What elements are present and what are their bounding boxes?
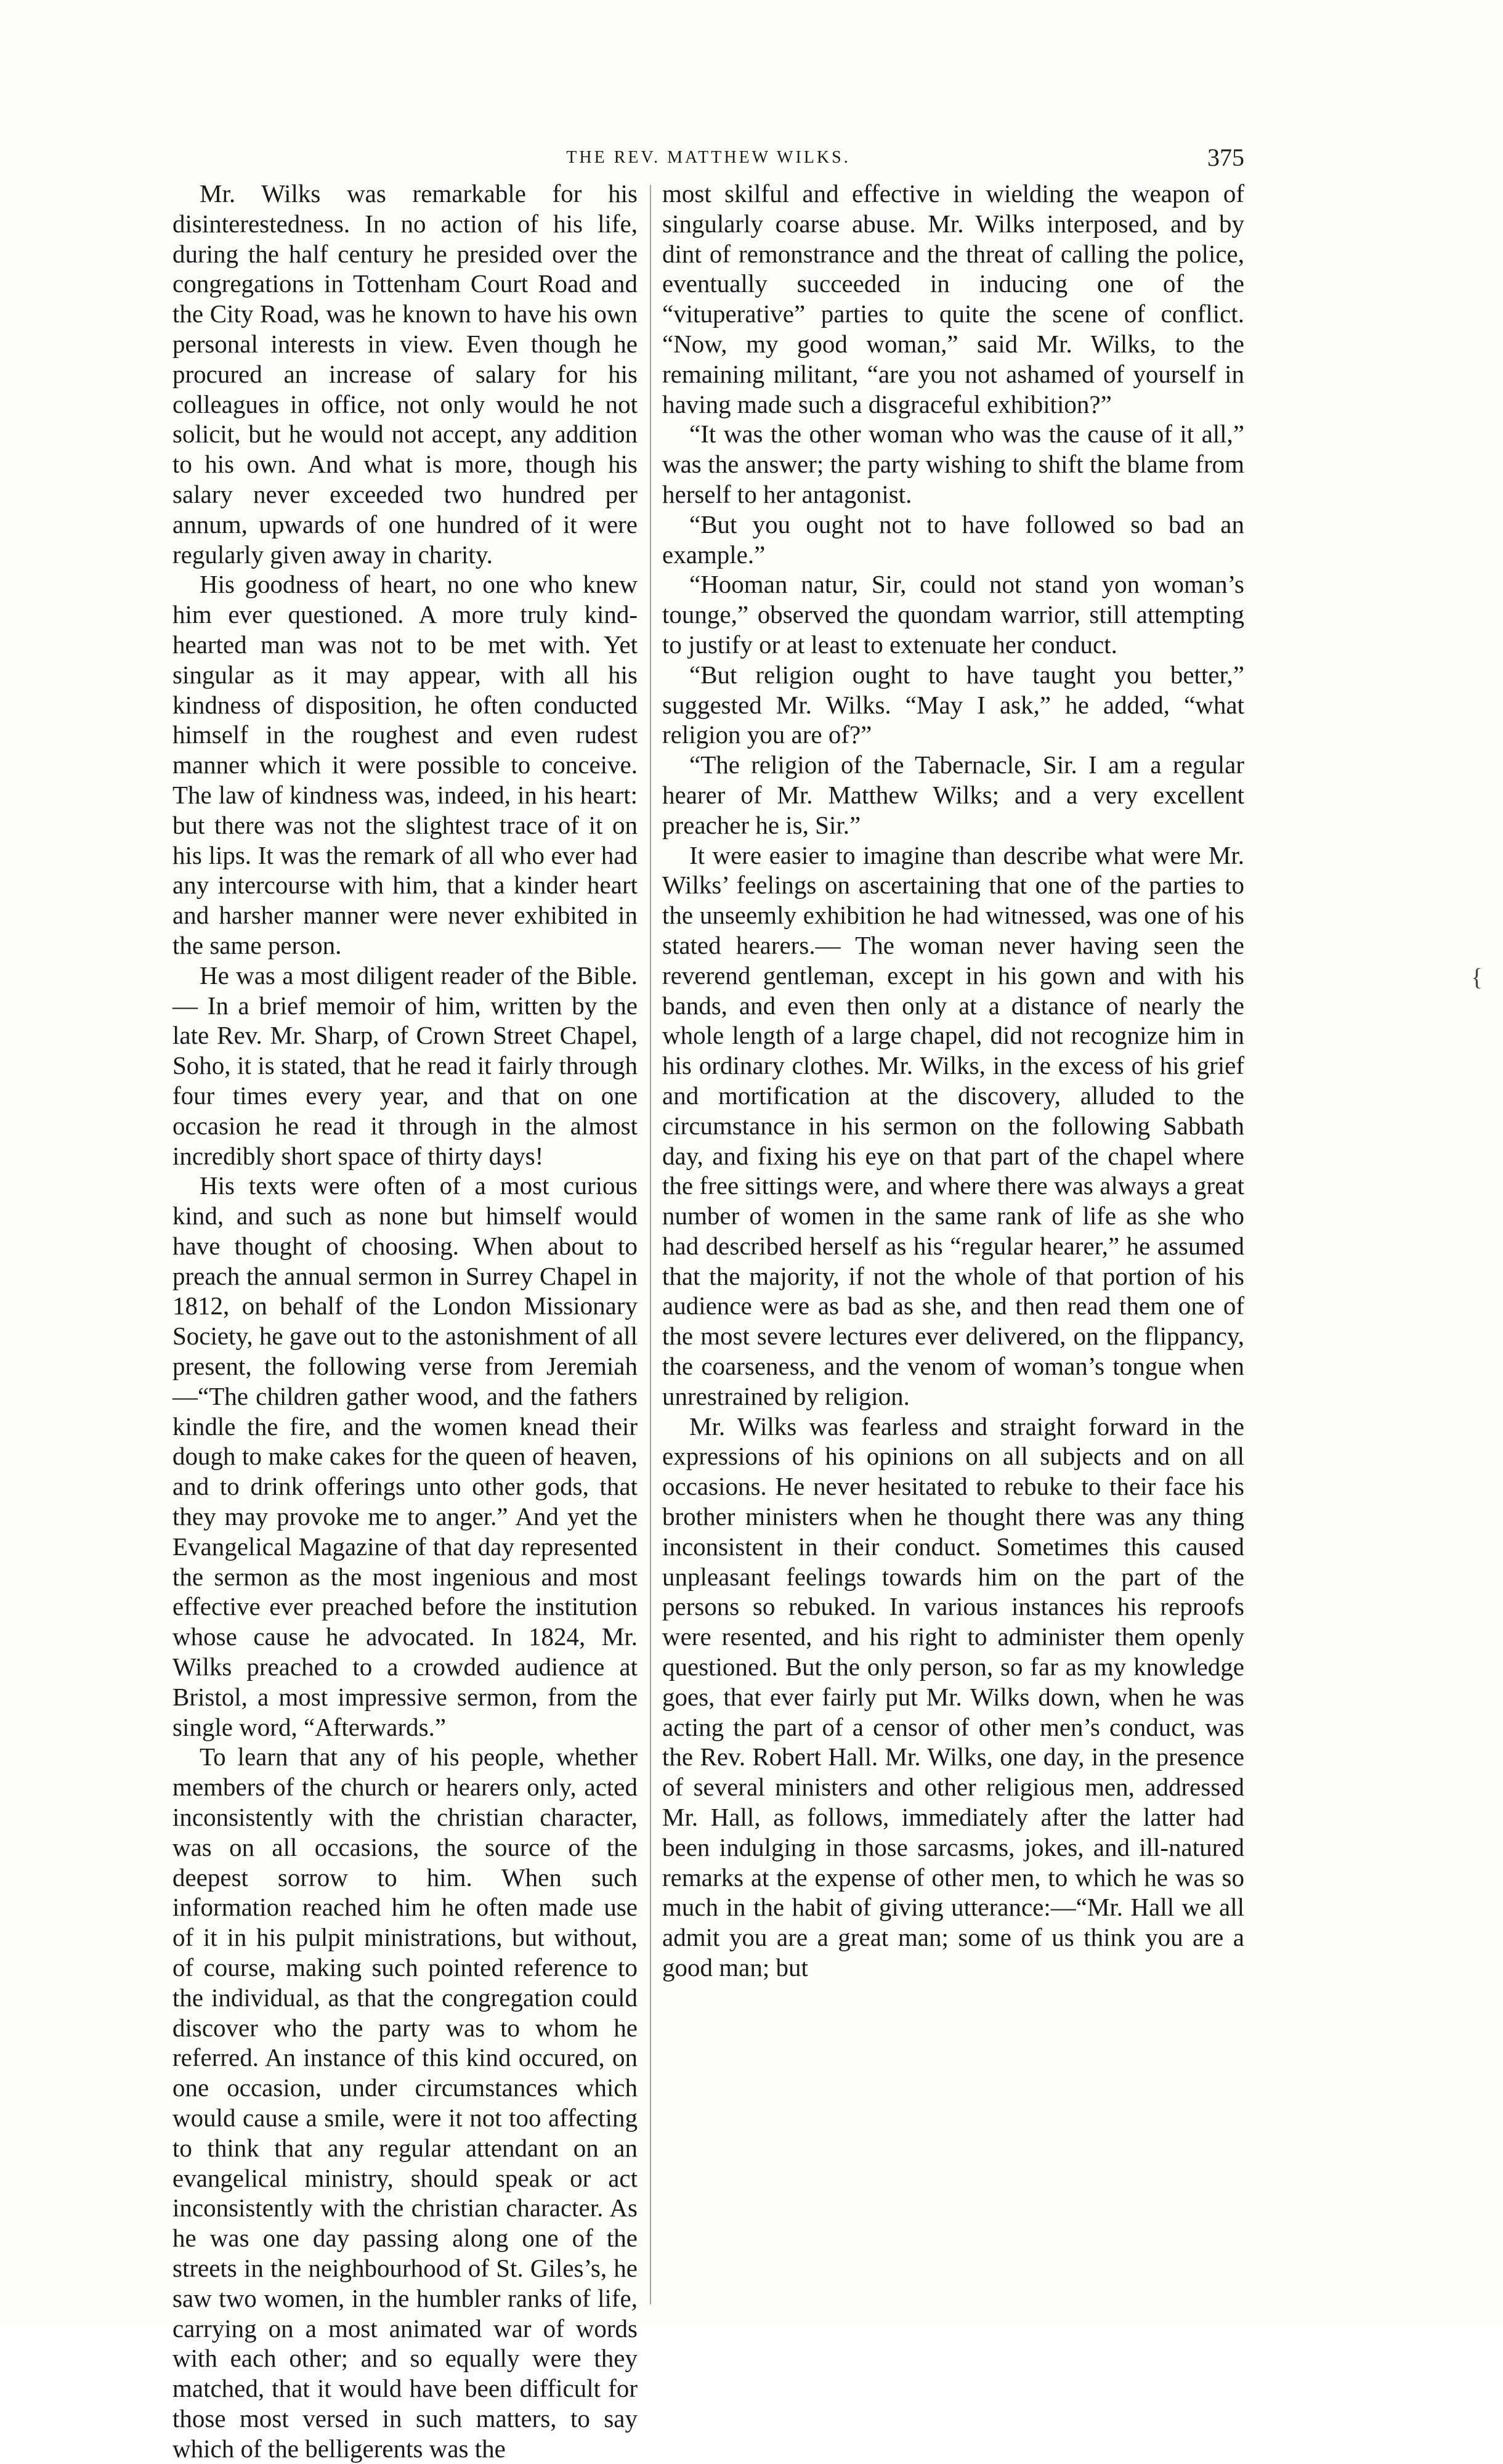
paragraph-bible-reader: He was a most diligent reader of the Bible.— In a brief memoir of him, written by the late Rev. Mr. Sharp, of Crown Street Chapel, Soho, it is stated, that he read it fairly through four times every year, and that on one occasion he read it through in the almost incredibly short space of thirty days! [172,961,638,1170]
paragraph-fearless: Mr. Wilks was fearless and straight forward in the expressions of his opinions on all subjects and on all occasions. He never hesitated to rebuke to their face his brother ministers when he thought there was any thing inconsistent in their conduct. Sometimes this caused unpleasant feelings towards him on the part of the persons so rebuked. In various instances his reproofs were resented, and his right to administer them openly questioned. But the only person, so far as my knowledge goes, that ever fairly put Mr. Wilks down, when he was acting the part of a censor of other men’s conduct, was the Rev. Robert Hall. Mr. Wilks, one day, in the presence of several ministers and other religious men, addressed Mr. Hall, as follows, immediately after the latter had been indulging in those sarcasms, jokes, and ill-natured remarks at the expense of other men, to which he was so much in the habit of giving utterance:—“Mr. Hall we all admit you are a great man; some of us think you are a good man; but [662,1412,1244,1982]
paragraph-tabernacle: “The religion of the Tabernacle, Sir. I am a regular hearer of Mr. Matthew Wilks; and a very excellent preacher he is, Sir.” [662,750,1244,839]
paragraph-continuation: most skilful and effective in wielding the weapon of singularly coarse abuse. Mr. Wilks interposed, and by dint of remonstrance and the threat of calling the police, eventually succeeded in inducing one of the “vituperative” parties to quite the scene of conflict. “Now, my good woman,” said Mr. Wilks, to the remaining militant, “are you not ashamed of yourself in having made such a disgraceful exhibition?” [662,179,1244,418]
paragraph-hooman-natur: “Hooman natur, Sir, could not stand yon woman’s tounge,” observed the quondam warrior, still attempting to justify or at least to extenuate her conduct. [662,570,1244,659]
running-head [172,144,1244,173]
page-number: 375 [1207,144,1244,171]
paragraph-feelings: It were easier to imagine than describe what were Mr. Wilks’ feelings on ascertaining that one of the parties to the unseemly exhibition he had witnessed, was one of his stated hearers.— The woman never having seen the reverend gentleman, except in his gown and with his bands, and even then only at a distance of nearly the whole length of a large chapel, did not recognize him in his ordinary clothes. Mr. Wilks, in the excess of his grief and mortification at the discovery, alluded to the circumstance in his sermon on the following Sabbath day, and fixing his eye on that part of the chapel where the free sittings were, and where there was always a great number of women in the same rank of life as she who had described herself as his “regular hearer,” he assumed that the majority, if not the whole of that portion of his audience were as bad as she, and then read them one of the most severe lectures ever delivered, on the flippancy, the coarseness, and the venom of woman’s tongue when unrestrained by religion. [662,840,1244,1410]
paragraph-answer: “It was the other woman who was the cause of it all,” was the answer; the party wishing to shift the blame from herself to her antagonist. [662,420,1244,508]
paragraph-texts: His texts were often of a most curious kind, and such as none but himself would have thought of choosing. When about to preach the annual sermon in Surrey Chapel in 1812, on behalf of the London Missionary Society, he gave out to the astonishment of all present, the following verse from Jeremiah—“The children gather wood, and the fathers kindle the fire, and the women knead their dough to make cakes for the queen of heaven, and to drink offerings unto other gods, that they may provoke me to anger.” And yet the Evangelical Magazine of that day represented the sermon as the most ingenious and most effective ever preached before the institution whose cause he advocated. In 1824, Mr. Wilks preached to a crowded audience at Bristol, a most impressive sermon, from the single word, “Afterwards.” [172,1171,638,1741]
paragraph-disinterestedness: Mr. Wilks was remarkable for his disinterestedness. In no action of his life, during the half century he presided over the congregations in Tottenham Court Road and the City Road, was he known to have his own personal interests in view. Even though he procured an increase of salary for his colleagues in office, not only would he not solicit, but he would not accept, any addition to his own. And what is more, though his salary never exceeded two hundred per annum, upwards of one hundred of it were regularly given away in charity. [172,179,638,569]
column-divider [650,185,651,2304]
margin-bracket: { [1471,963,1483,991]
running-title: THE REV. MATTHEW WILKS. [566,148,851,167]
paragraph-inconsistency: To learn that any of his people, whether members of the church or hearers only, acted inconsistently with the christian character, was on all occasions, the source of the deepest sorrow to him. When such information reached him he often made use of it in his pulpit ministrations, but without, of course, making such pointed reference to the individual, as that the congregation could discover who the party was to whom he referred. An instance of this kind occured, on one occasion, under circumstances which would cause a smile, were it not too affecting to think that any regular attendant on an evangelical ministry, should speak or act inconsistently with the christian character. As he was one day passing along one of the streets in the neighbourhood of St. Giles’s, he saw two women, in the humbler ranks of life, carrying on a most animated war of words with each other; and so equally were they matched, that it would have been difficult for those most versed in such matters, to say which of the belligerents was the [172,1742,638,2463]
paragraph-goodness: His goodness of heart, no one who knew him ever questioned. A more truly kind-hearted man was not to be met with. Yet singular as it may appear, with all his kindness of disposition, he often conducted himself in the roughest and even rudest manner which it were possible to conceive. The law of kindness was, indeed, in his heart: but there was not the slightest trace of it on his lips. It was the remark of all who ever had any intercourse with him, that a kinder heart and harsher manner were never exhibited in the same person. [172,570,638,959]
right-column [662,179,1244,1983]
left-column [172,179,638,2464]
paragraph-example: “But you ought not to have followed so bad an example.” [662,510,1244,569]
paragraph-religion-question: “But religion ought to have taught you better,” suggested Mr. Wilks. “May I ask,” he added, “what religion you are of?” [662,660,1244,749]
